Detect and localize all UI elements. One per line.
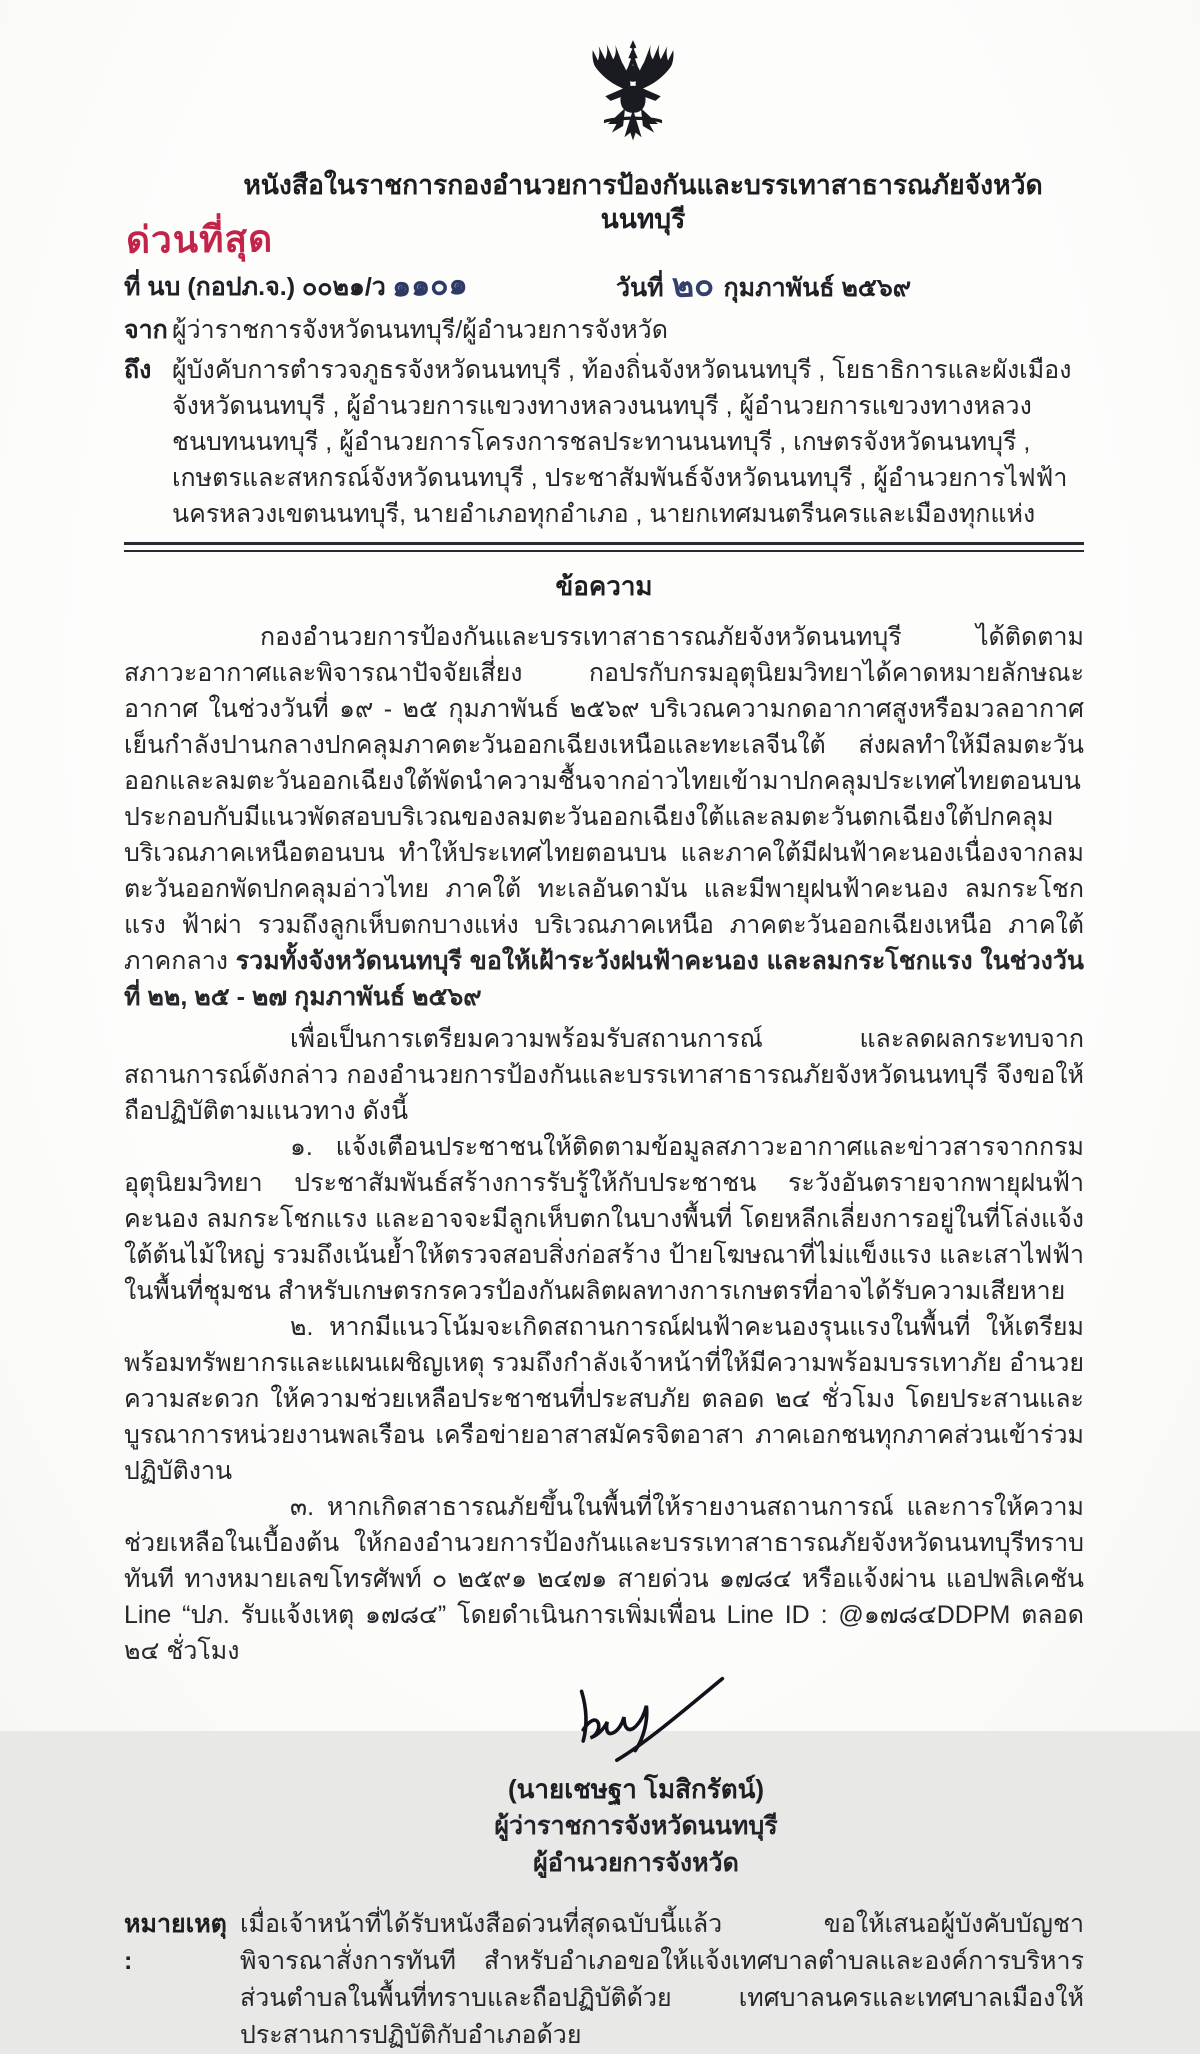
note-row — [124, 1906, 1084, 2054]
instruction-item-2: ๒. หากมีแนวโน้มจะเกิดสถานการณ์ฝนฟ้าคะนองรุนแรงในพื้นที่ ให้เตรียมพร้อมทรัพยากรและแผนเผชิญเหตุ รวมถึงกำลังเจ้าหน้าที่ให้มีความพร้อมบรรเทาภัย อำนวยความสะดวก ให้ความช่วยเหลือประชาชนที่ประสบภัย ตลอด ๒๔ ชั่วโมง โดยประสานและบูรณาการหน่วยงานพลเรือน เครือข่ายอาสาสมัครจิตอาสา ภาคเอกชนทุกภาคส่วนเข้าร่วมปฏิบัติงาน — [124, 1313, 1084, 1485]
to-value: ผู้บังคับการตำรวจภูธรจังหวัดนนทบุรี , ท้องถิ่นจังหวัดนนทบุรี , โยธาธิการและผังเมืองจังหวัดนนทบุรี , ผู้อำนวยการแขวงทางหลวงนนทบุรี , ผู้อำนวยการแขวงทางหลวงชนบทนนทบุรี , ผู้อำนวยการโครงการชลประทานนนทบุรี , เกษตรจังหวัดนนทบุรี , เกษตรและสหกรณ์จังหวัดนนทบุรี , ประชาสัมพันธ์จังหวัดนนทบุรี , ผู้อำนวยการไฟฟ้านครหลวงเขตนนทบุรี, นายอำเภอทุกอำเภอ , นายกเทศมนตรีนครและเมืองทุกแห่ง — [172, 356, 1072, 528]
paragraph-weather-situation — [124, 619, 1084, 1015]
from-label: จาก — [124, 316, 168, 344]
signatory-position-director: ผู้อำนวยการจังหวัด — [533, 1849, 739, 1877]
reference-row — [124, 262, 1084, 304]
reference-number-handwritten: ๑๑๐๑ — [391, 267, 468, 304]
paragraph-preparation: เพื่อเป็นการเตรียมความพร้อมรับสถานการณ์ และลดผลกระทบจากสถานการณ์ดังกล่าว กองอำนวยการป้องกันและบรรเทาสาธารณภัยจังหวัดนนทบุรี จึงขอให้ถือปฏิบัติตามแนวทาง ดังนี้ — [124, 1025, 1084, 1125]
paragraph-weather-normal: กองอำนวยการป้องกันและบรรเทาสาธารณภัยจังหวัดนนทบุรี ได้ติดตามสภาวะอากาศและพิจารณาปัจจัยเสี่ยง กอปรกับกรมอุตุนิยมวิทยาได้คาดหมายลักษณะอากาศ ในช่วงวันที่ ๑๙ - ๒๕ กุมภาพันธ์ ๒๕๖๙ บริเวณความกดอากาศสูงหรือมวลอากาศเย็นกำลังปานกลางปกคลุมภาคตะวันออกเฉียงเหนือและทะเลจีนใต้ ส่งผลทำให้มีลมตะวันออกและลมตะวันออกเฉียงใต้พัดนำความชื้นจากอ่าวไทยเข้ามาปกคลุมประเทศไทยตอนบน ประกอบกับมีแนวพัดสอบบริเวณของลมตะวันออกเฉียงใต้และลมตะวันตกเฉียงใต้ปกคลุมบริเวณภาคเหนือตอนบน ทำให้ประเทศไทยตอนบน และภาคใต้มีฝนฟ้าคะนองเนื่องจากลมตะวันออกพัดปกคลุมอ่าวไทย ภาคใต้ ทะเลอันดามัน และมีพายุฝนฟ้าคะนอง ลมกระโชกแรง ฟ้าผ่า รวมถึงลูกเห็บตกบางแห่ง บริเวณภาคเหนือ ภาคตะวันออกเฉียงเหนือ ภาคใต้ ภาคกลาง — [124, 623, 1084, 975]
signature-block — [406, 1677, 866, 1882]
paragraph-weather-warning-bold: รวมทั้งจังหวัดนนทบุรี ขอให้เฝ้าระวังฝนฟ้าคะนอง และลมกระโชกแรง ในช่วงวันที่ ๒๒, ๒๕ - ๒๗ กุมภาพันธ์ ๒๕๖๙ — [124, 947, 1084, 1011]
emblem-container — [182, 16, 1084, 168]
signatory-position-governor: ผู้ว่าราชการจังหวัดนนทบุรี — [494, 1812, 778, 1840]
instruction-item-1: ๑. แจ้งเตือนประชาชนให้ติดตามข้อมูลสภาวะอากาศและข่าวสารจากกรมอุตุนิยมวิทยา ประชาสัมพันธ์สร้างการรับรู้ให้กับประชาชน ระวังอันตรายจากพายุฝนฟ้าคะนอง ลมกระโชกแรง และอาจจะมีลูกเห็บตกในบางพื้นที่ โดยหลีกเลี่ยงการอยู่ในที่โล่งแจ้ง ใต้ต้นไม้ใหญ่ รวมถึงเน้นย้ำให้ตรวจสอบสิ่งก่อสร้าง ป้ายโฆษณาที่ไม่แข็งแรง และเสาไฟฟ้าในพื้นที่ชุมชน สำหรับเกษตรกรควรป้องกันผลิตผลทางการเกษตรที่อาจได้รับความเสียหาย — [124, 1133, 1084, 1305]
date-day-handwritten: ๒๐ — [670, 264, 715, 305]
from-value: ผู้ว่าราชการจังหวัดนนทบุรี/ผู้อำนวยการจังหวัด — [172, 316, 668, 344]
garuda-emblem-icon — [567, 16, 699, 166]
instruction-item-3: ๓. หากเกิดสาธารณภัยขึ้นในพื้นที่ให้รายงานสถานการณ์ และการให้ความช่วยเหลือในเบื้องต้น ให้กองอำนวยการป้องกันและบรรเทาสาธารณภัยจังหวัดนนทบุรีทราบทันที ทางหมายเลขโทรศัพท์ ๐ ๒๕๙๑ ๒๔๗๑ สายด่วน ๑๗๘๔ หรือแจ้งผ่าน แอปพลิเคชัน Line “ปภ. รับแจ้งเหตุ ๑๗๘๔” โดยดำเนินการเพิ่มเพื่อน Line ID : @๑๗๘๔DDPM ตลอด ๒๔ ชั่วโมง — [124, 1493, 1084, 1665]
note-label: หมายเหตุ : — [124, 1910, 227, 1975]
date-line — [616, 258, 911, 311]
to-row — [124, 352, 1084, 532]
date-label: วันที่ — [616, 274, 664, 302]
message-heading: ข้อความ — [555, 571, 653, 601]
from-row — [124, 312, 1084, 348]
to-label: ถึง — [124, 356, 152, 384]
urgency-stamp: ด่วนที่สุด — [125, 218, 274, 261]
handwritten-signature — [536, 1677, 736, 1765]
date-rest: กุมภาพันธ์ ๒๕๖๙ — [723, 274, 912, 302]
separator-rule — [124, 542, 1084, 552]
reference-number: ที่ นบ (กอปภ.จ.) ๐๐๒๑/ว — [124, 273, 386, 301]
document-title: หนังสือในราชการกองอำนวยการป้องกันและบรรเทาสาธารณภัยจังหวัดนนทบุรี — [243, 170, 1043, 234]
signatory-name: (นายเชษฐา โมสิกรัตน์) — [507, 1774, 765, 1804]
note-text: เมื่อเจ้าหน้าที่ได้รับหนังสือด่วนที่สุดฉบับนี้แล้ว ขอให้เสนอผู้บังคับบัญชาพิจารณาสั่งการทันที สำหรับอำเภอขอให้แจ้งเทศบาลตำบลและองค์การบริหารส่วนตำบลในพื้นที่ทราบและถือปฏิบัติด้วย เทศบาลนครและเทศบาลเมืองให้ประสานการปฏิบัติกับอำเภอด้วย — [240, 1910, 1084, 2049]
